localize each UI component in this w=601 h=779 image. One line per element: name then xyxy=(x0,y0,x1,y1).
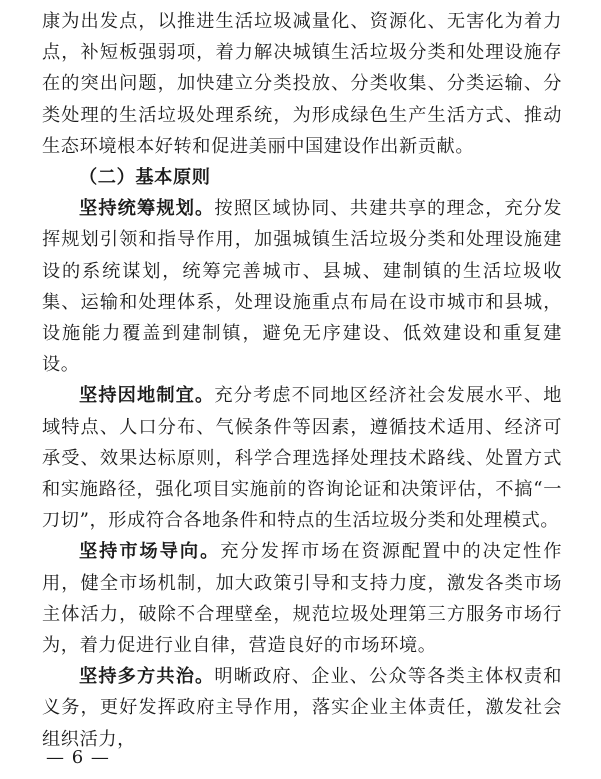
section-heading xyxy=(42,162,562,193)
paragraph-principle-local-conditions xyxy=(42,380,562,536)
paragraph-text: 明晰政府、企业、公众等各类主体权责和义务，更好发挥政府主导作用，落实企业主体责任，激发社会组织活力， xyxy=(42,666,563,750)
principle-lead: 坚持因地制宜。 xyxy=(79,385,215,407)
paragraph-text: 充分发挥市场在资源配置中的决定性作用，健全市场机制，加大政策引导和支持力度，激发各类市场主体活力，破除不合理壁垒，规范垃圾处理第三方服务市场行为，着力促进行业自律，营造良好的市场环境。 xyxy=(42,541,562,657)
paragraph-intro-continued xyxy=(42,6,562,162)
paragraph-principle-planning xyxy=(42,193,562,380)
section-heading-text: （二）基本原则 xyxy=(79,167,211,189)
page-number: — 6 — xyxy=(46,747,110,768)
paragraph-text: 按照区域协同、共建共享的理念，充分发挥规划引领和指导作用，加强城镇生活垃圾分类和处理设施建设的系统谋划，统筹完善城市、县城、建制镇的生活垃圾收集、运输和处理体系，处理设施重点布局在设市城市和县城，设施能力覆盖到建制镇，避免无序建设、低效建设和重复建设。 xyxy=(42,198,563,376)
paragraph-principle-market xyxy=(42,536,562,661)
principle-lead: 坚持市场导向。 xyxy=(79,541,221,563)
paragraph-principle-co-governance xyxy=(42,661,562,755)
paragraph-text: 充分考虑不同地区经济社会发展水平、地域特点、人口分布、气候条件等因素，遵循技术适用、经济可承受、效果达标原则，科学合理选择处理技术路线、处置方式和实施路径，强化项目实施前的咨询论证和决策评估，不搞“一刀切”，形成符合各地条件和特点的生活垃圾分类和处理模式。 xyxy=(42,385,563,532)
paragraph-text: 康为出发点，以推进生活垃圾减量化、资源化、无害化为着力点，补短板强弱项，着力解决城镇生活垃圾分类和处理设施存在的突出问题，加快建立分类投放、分类收集、分类运输、分类处理的生活垃圾处理系统，为形成绿色生产生活方式、推动生态环境根本好转和促进美丽中国建设作出新贡献。 xyxy=(42,11,562,157)
principle-lead: 坚持多方共治。 xyxy=(79,666,215,688)
document-body xyxy=(42,6,562,755)
principle-lead: 坚持统筹规划。 xyxy=(79,198,215,220)
